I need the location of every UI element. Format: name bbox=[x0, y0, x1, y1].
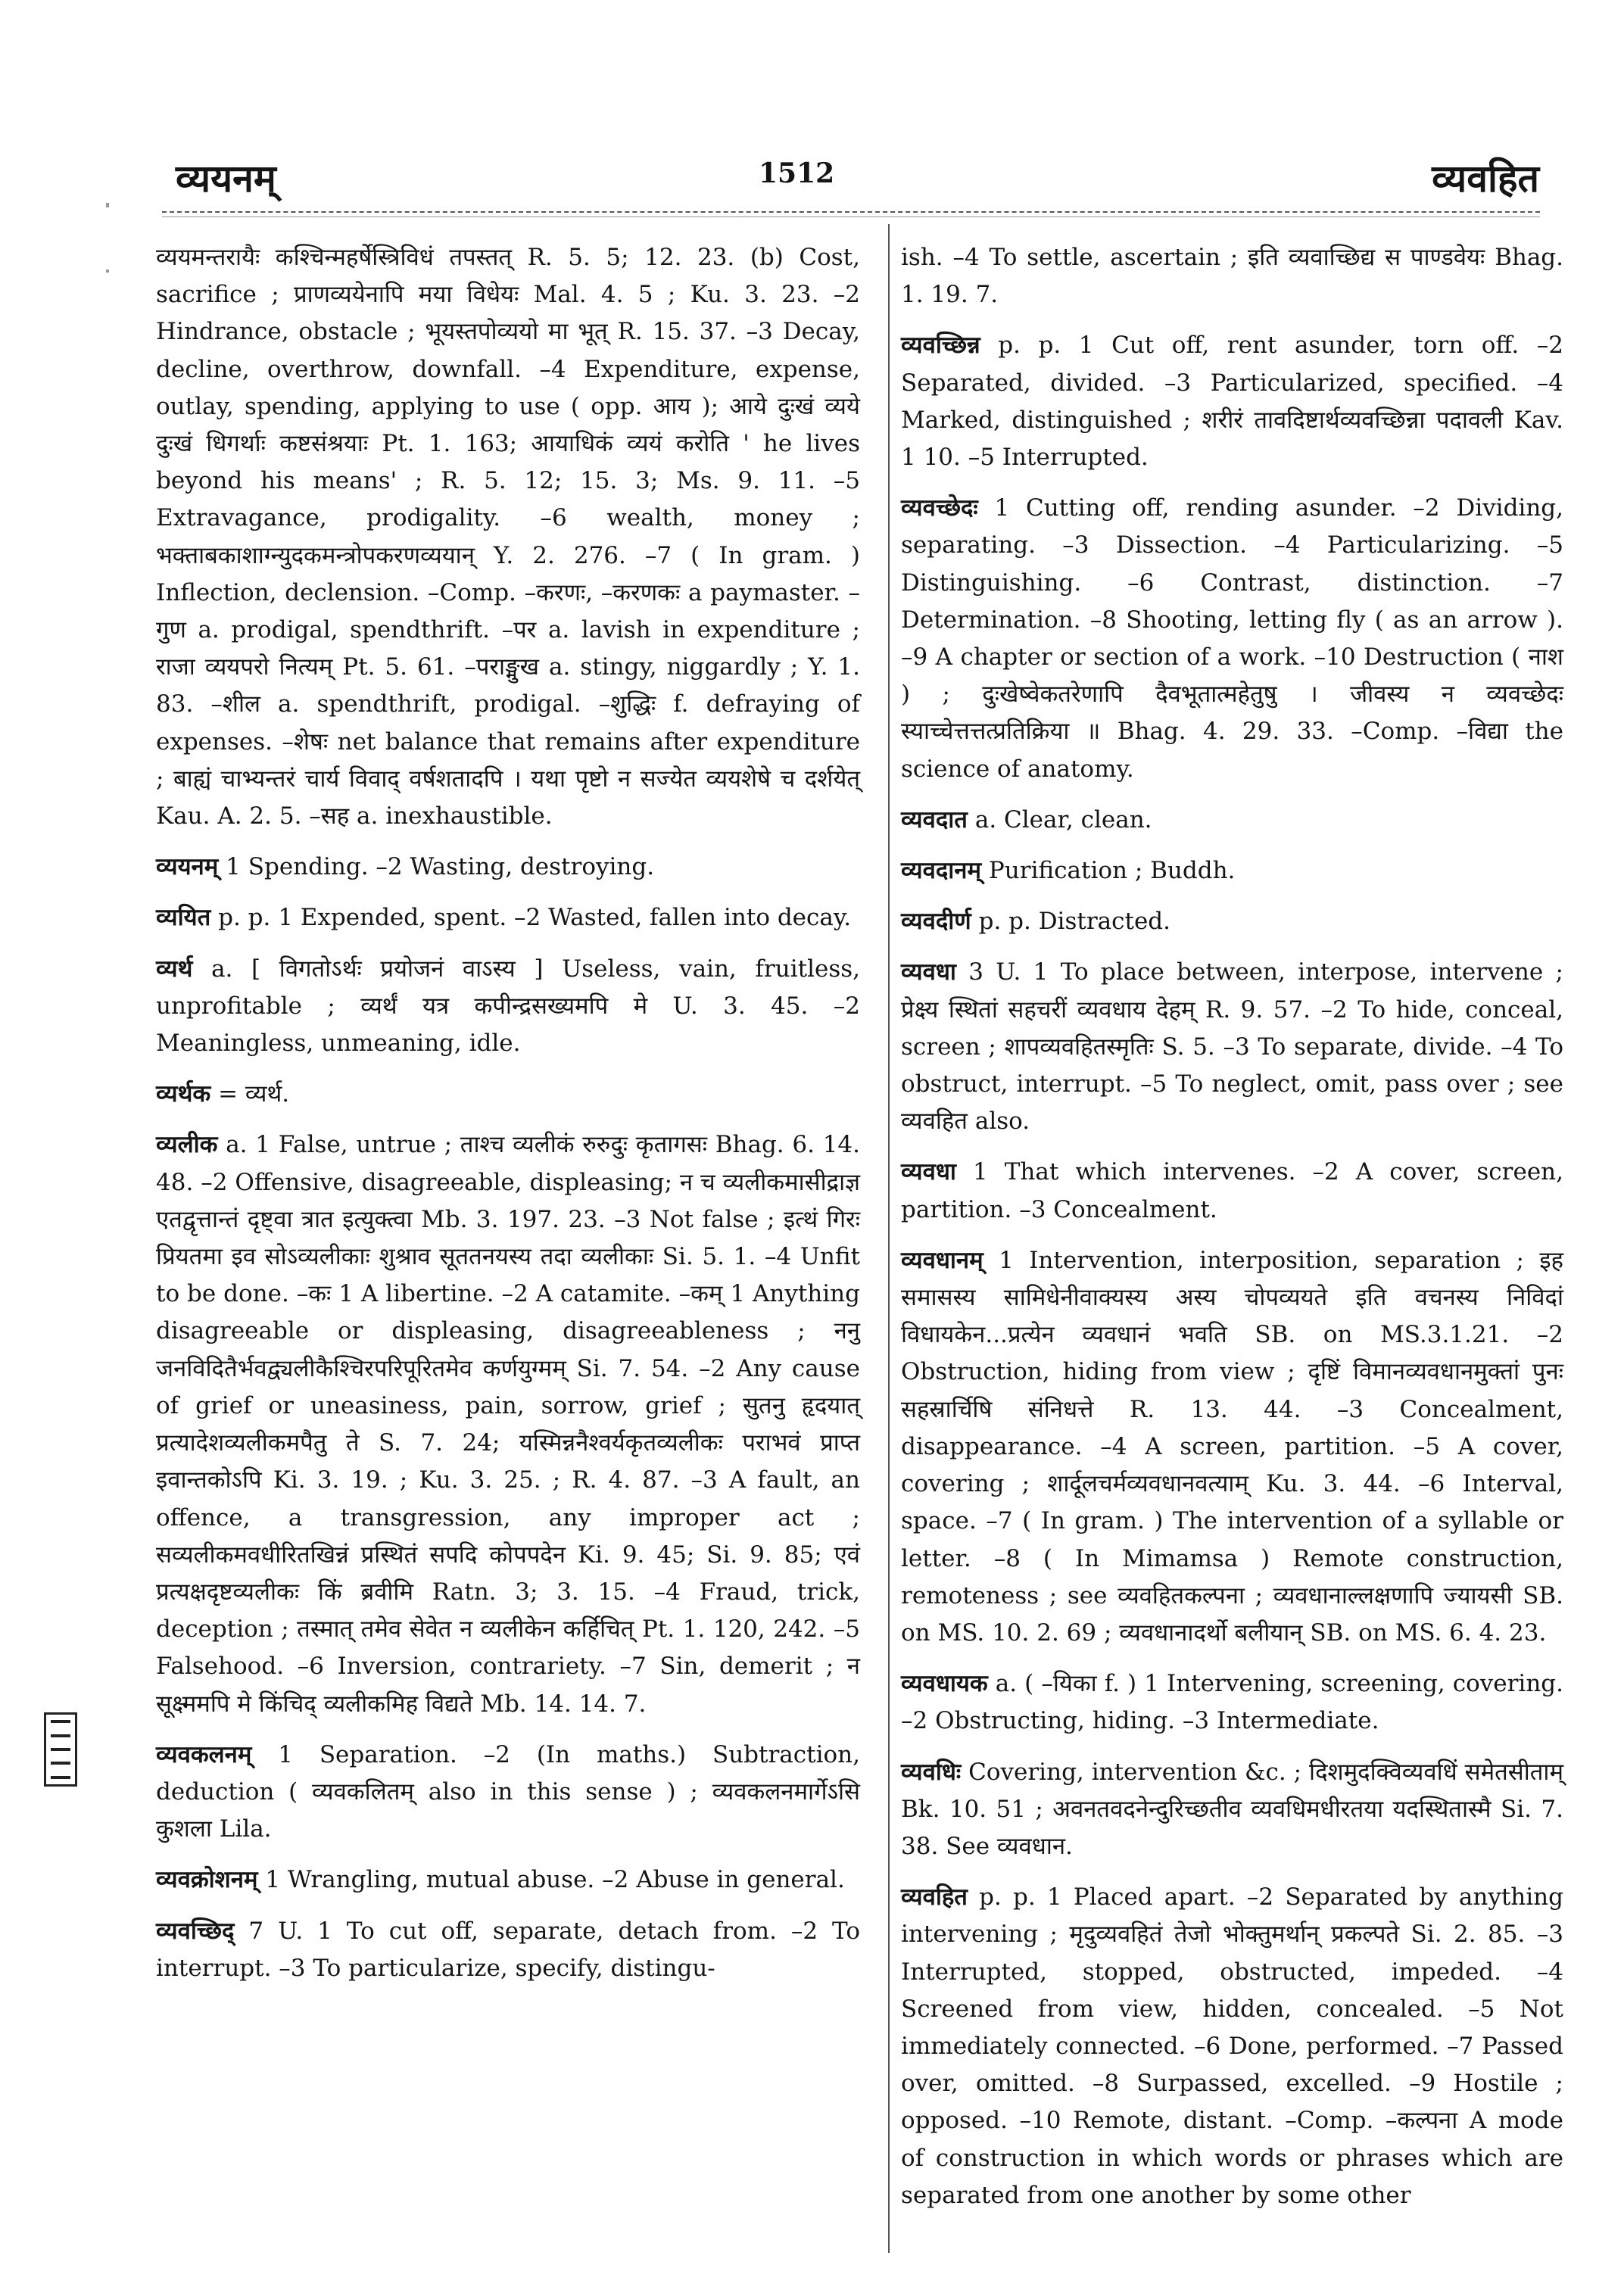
dictionary-entry bbox=[156, 951, 860, 1063]
dictionary-entry bbox=[901, 239, 1563, 313]
entry-headword: व्ययित bbox=[156, 904, 211, 932]
entry-definition: Purification ; Buddh. bbox=[988, 857, 1236, 885]
dictionary-entry bbox=[901, 1154, 1563, 1228]
dictionary-entry bbox=[156, 1126, 860, 1722]
dictionary-entry bbox=[901, 852, 1563, 889]
entry-definition: a. ( –यिका f. ) 1 Intervening, screening, covering. –2 Obstructing, hiding. –3 Intermediate. bbox=[901, 1670, 1563, 1735]
entry-definition: 7 U. 1 To cut off, separate, detach from. –2 To interrupt. –3 To particularize, specify, distingu- bbox=[156, 1917, 860, 1982]
entry-headword: व्यलीक bbox=[156, 1131, 218, 1159]
entry-definition: 1 Wrangling, mutual abuse. –2 Abuse in general. bbox=[265, 1866, 845, 1894]
right-column bbox=[901, 239, 1563, 2228]
dictionary-entry bbox=[156, 1076, 860, 1113]
entry-definition: 1 Cutting off, rending asunder. –2 Dividing, separating. –3 Dissection. –4 Particularizing. –5 Distinguishing. –6 Contrast, distinction. –7 Determination. –8 Shooting, letting fly ( as an arrow ). –9 A chapter or section of a work. –10 Destruction ( नाश ) ; दुःखेष्वेकतरेणापि दैवभूतात्महेतुषु । जीवस्य न व्यवच्छेदः स्याच्चेत्तत्तत्प्रतिक्रिया ॥ Bhag. 4. 29. 33. –Comp. –विद्या the science of anatomy. bbox=[901, 494, 1563, 783]
dictionary-entry bbox=[156, 849, 860, 886]
margin-mark bbox=[106, 269, 109, 273]
entry-definition: p. p. 1 Expended, spent. –2 Wasted, fallen into decay. bbox=[218, 904, 852, 932]
entry-definition: 1 Spending. –2 Wasting, destroying. bbox=[226, 853, 655, 881]
dictionary-entry bbox=[901, 1879, 1563, 2214]
entry-headword: व्यवच्छिन्न bbox=[901, 332, 980, 360]
entry-headword: व्यवधा bbox=[901, 958, 956, 986]
dictionary-entry bbox=[901, 327, 1563, 476]
entry-headword: व्यवदात bbox=[901, 805, 968, 833]
entry-headword: व्यर्थ bbox=[156, 955, 193, 983]
running-head-left: व्ययनम् bbox=[176, 156, 276, 201]
left-column bbox=[156, 239, 860, 2001]
entry-definition: 3 U. 1 To place between, interpose, intervene ; प्रेक्ष्य स्थितां सहचरीं व्यवधाय देहम् R. 9. 57. –2 To hide, conceal, screen ; शापव्यवहितस्मृतिः S. 5. –3 To separate, divide. –4 To obstruct, interrupt. –5 To neglect, omit, pass over ; see व्यवहित also. bbox=[901, 958, 1563, 1136]
entry-headword: व्यवधिः bbox=[901, 1758, 962, 1786]
entry-definition: 1 That which intervenes. –2 A cover, screen, partition. –3 Concealment. bbox=[901, 1158, 1563, 1223]
entry-definition: 1 Intervention, interposition, separation ; इह समासस्य सामिधेनीवाक्यस्य अस्य चोपव्ययते इति वचनस्य निविदां विधायकेन...प्रत्येन व्यवधानं भवति SB. on MS.3.1.21. –2 Obstruction, hiding from view ; दृष्टिं विमानव्यवधानमुक्तां पुनः सहस्रार्चिषि संनिधत्ते R. 13. 44. –3 Concealment, disappearance. –4 A screen, partition. –5 A cover, covering ; शार्दूलचर्मव्यवधानवत्याम् Ku. 3. 44. –6 Interval, space. –7 ( In gram. ) The intervention of a syllable or letter. –8 ( In Mimamsa ) Remote construction, remoteness ; see व्यवहितकल्पना ; व्यवधानाल्लक्षणापि ज्यायसी SB. on MS. 10. 2. 69 ; व्यवधानादर्थो बलीयान् SB. on MS. 6. 4. 23. bbox=[901, 1246, 1563, 1647]
dictionary-entry bbox=[156, 1862, 860, 1899]
dictionary-entry bbox=[156, 1737, 860, 1849]
dictionary-entry bbox=[156, 899, 860, 936]
entry-headword: व्यवक्रोशनम् bbox=[156, 1866, 258, 1894]
entry-definition: a. 1 False, untrue ; ताश्च व्यलीकं रुरुदुः कृतागसः Bhag. 6. 14. 48. –2 Offensive, disagreeable, displeasing; न च व्यलीकमासीद्राज्ञ एतद्वृत्तान्तं दृष्ट्वा त्रात इत्युक्त्वा Mb. 3. 197. 23. –3 Not false ; इत्थं गिरः प्रियतमा इव सोऽव्यलीकाः शुश्राव सूततनयस्य तदा व्यलीकाः Si. 5. 1. –4 Unfit to be done. –कः 1 A libertine. –2 A catamite. –कम् 1 Anything disagreeable or displeasing, disagreeableness ; ननु जनविदितैर्भवद्व्यलीकैश्चिरपरिपूरितमेव कर्णयुग्मम् Si. 7. 54. –2 Any cause of grief or uneasiness, pain, sorrow, grief ; सुतनु हृदयात् प्रत्यादेशव्यलीकमपैतु ते S. 7. 24; यस्मिन्ननैश्वर्यकृतव्यलीकः पराभवं प्राप्त इवान्तकोऽपि Ki. 3. 19. ; Ku. 3. 25. ; R. 4. 87. –3 A fault, an offence, a transgression, any improper act ; सव्यलीकमवधीरितखिन्नं प्रस्थितं सपदि कोपपदेन Ki. 9. 45; Si. 9. 85; एवं प्रत्यक्षदृष्टव्यलीकः किं ब्रवीमि Ratn. 3; 3. 15. –4 Fraud, trick, deception ; तस्मात् तमेव सेवेत न व्यलीकेन कर्हिचित् Pt. 1. 120, 242. –5 Falsehood. –6 Inversion, contrariety. –7 Sin, demerit ; न सूक्ष्ममपि मे किंचिद् व्यलीकमिह विद्यते Mb. 14. 14. 7. bbox=[156, 1131, 860, 1718]
entry-headword: व्यवहित bbox=[901, 1883, 968, 1911]
dictionary-entry bbox=[901, 1242, 1563, 1652]
entry-definition: 1 Separation. –2 (In maths.) Subtraction, deduction ( व्यवकलितम् also in this sense ) ; व्यवकलनमार्गेऽसि कुशला Lila. bbox=[156, 1740, 861, 1843]
entry-headword: व्यवधायक bbox=[901, 1670, 988, 1698]
dictionary-entry bbox=[156, 239, 860, 835]
entry-headword: व्यवधा bbox=[901, 1158, 956, 1186]
entry-headword: व्यवदानम् bbox=[901, 857, 982, 885]
dictionary-entry bbox=[901, 903, 1563, 940]
entry-definition: a. Clear, clean. bbox=[974, 805, 1152, 833]
entry-definition: p. p. 1 Placed apart. –2 Separated by anything intervening ; मृदुव्यवहितं तेजो भोक्तुमर्थान् प्रकल्पते Si. 2. 85. –3 Interrupted, stopped, obstructed, impeded. –4 Screened from view, hidden, concealed. –5 Not immediately connected. –6 Done, performed. –7 Passed over, omitted. –8 Surpassed, excelled. –9 Hostile ; opposed. –10 Remote, distant. –Comp. –कल्पना A mode of construction in which words or phrases which are separated from one another by some other bbox=[901, 1883, 1563, 2209]
entry-definition: a. [ विगतोऽर्थः प्रयोजनं वाऽस्य ] Useless, vain, fruitless, unprofitable ; व्यर्थं यत्र कपीन्द्रसख्यमपि मे U. 3. 45. –2 Meaningless, unmeaning, idle. bbox=[156, 955, 860, 1058]
entry-headword: व्ययनम् bbox=[156, 853, 219, 881]
entry-definition: Covering, intervention &c. ; दिशमुदक्विव्यवधिं समेतसीताम् Bk. 10. 51 ; अवनतवदनेन्दुरिच्छतीव व्यवधिमधीरतया यदस्थितास्मै Si. 7. 38. See व्यवधान. bbox=[901, 1758, 1563, 1860]
entry-headword: व्यवच्छेदः bbox=[901, 494, 978, 522]
entry-definition: व्ययमन्तरायैः कश्चिन्महर्षेस्त्रिविधं तपस्तत् R. 5. 5; 12. 23. (b) Cost, sacrifice ; प्राणव्ययेनापि मया विधेयः Mal. 4. 5 ; Ku. 3. 23. –2 Hindrance, obstacle ; भूयस्तपोव्ययो मा भूत् R. 15. 37. –3 Decay, decline, overthrow, downfall. –4 Expenditure, expense, outlay, spending, applying to use ( opp. आय ); आये दुःखं व्यये दुःखं धिगर्थाः कष्टसंश्रयाः Pt. 1. 163; आयाधिकं व्ययं करोति ' he lives beyond his means' ; R. 5. 12; 15. 3; Ms. 9. 11. –5 Extravagance, prodigality. –6 wealth, money ; भक्ताबकाशाग्न्युदकमन्त्रोपकरणव्ययान् Y. 2. 276. –7 ( In gram. ) Inflection, declension. –Comp. –करणः, –करणकः a paymaster. –गुण a. prodigal, spendthrift. –पर a. lavish in expenditure ; राजा व्ययपरो नित्यम् Pt. 5. 61. –पराङ्मुख a. stingy, niggardly ; Y. 1. 83. –शील a. spendthrift, prodigal. –शुद्धिः f. defraying of expenses. –शेषः net balance that remains after expenditure ; बाह्यं चाभ्यन्तरं चार्य विवाद् वर्षशतादपि । यथा पृष्टो न सज्येत व्ययशेषे च दर्शयेत् Kau. A. 2. 5. –सह a. inexhaustible. bbox=[156, 244, 860, 830]
column-divider bbox=[888, 224, 890, 2253]
header-rule bbox=[162, 211, 1540, 213]
margin-mark bbox=[106, 203, 109, 207]
dictionary-entry bbox=[901, 802, 1563, 839]
dictionary-entry bbox=[901, 1754, 1563, 1866]
entry-headword: व्यवच्छिद् bbox=[156, 1917, 235, 1945]
entry-headword: व्यवधानम् bbox=[901, 1246, 983, 1274]
entry-definition: p. p. 1 Cut off, rent asunder, torn off. –2 Separated, divided. –3 Particularized, specified. –4 Marked, distinguished ; शरीरं तावदिष्टार्थव्यवच्छिन्ना पदावली Kav. 1 10. –5 Interrupted. bbox=[901, 332, 1563, 472]
entry-definition: p. p. Distracted. bbox=[978, 908, 1170, 936]
dictionary-entry bbox=[901, 490, 1563, 788]
dictionary-entry bbox=[156, 1913, 860, 1987]
entry-definition: = व्यर्थ. bbox=[218, 1080, 290, 1108]
page-number: 1512 bbox=[759, 157, 835, 189]
entry-headword: व्यर्थक bbox=[156, 1080, 211, 1108]
running-head-right: व्यवहित bbox=[1432, 156, 1539, 201]
entry-definition: ish. –4 To settle, ascertain ; इति व्यवाच्छिद्य स पाण्डवेयः Bhag. 1. 19. 7. bbox=[901, 244, 1563, 309]
dictionary-entry bbox=[901, 1665, 1563, 1740]
entry-headword: व्यवदीर्ण bbox=[901, 908, 971, 936]
thumb-index-mark bbox=[44, 1712, 77, 1787]
entry-headword: व्यवकलनम् bbox=[156, 1740, 252, 1768]
dictionary-entry bbox=[901, 954, 1563, 1140]
